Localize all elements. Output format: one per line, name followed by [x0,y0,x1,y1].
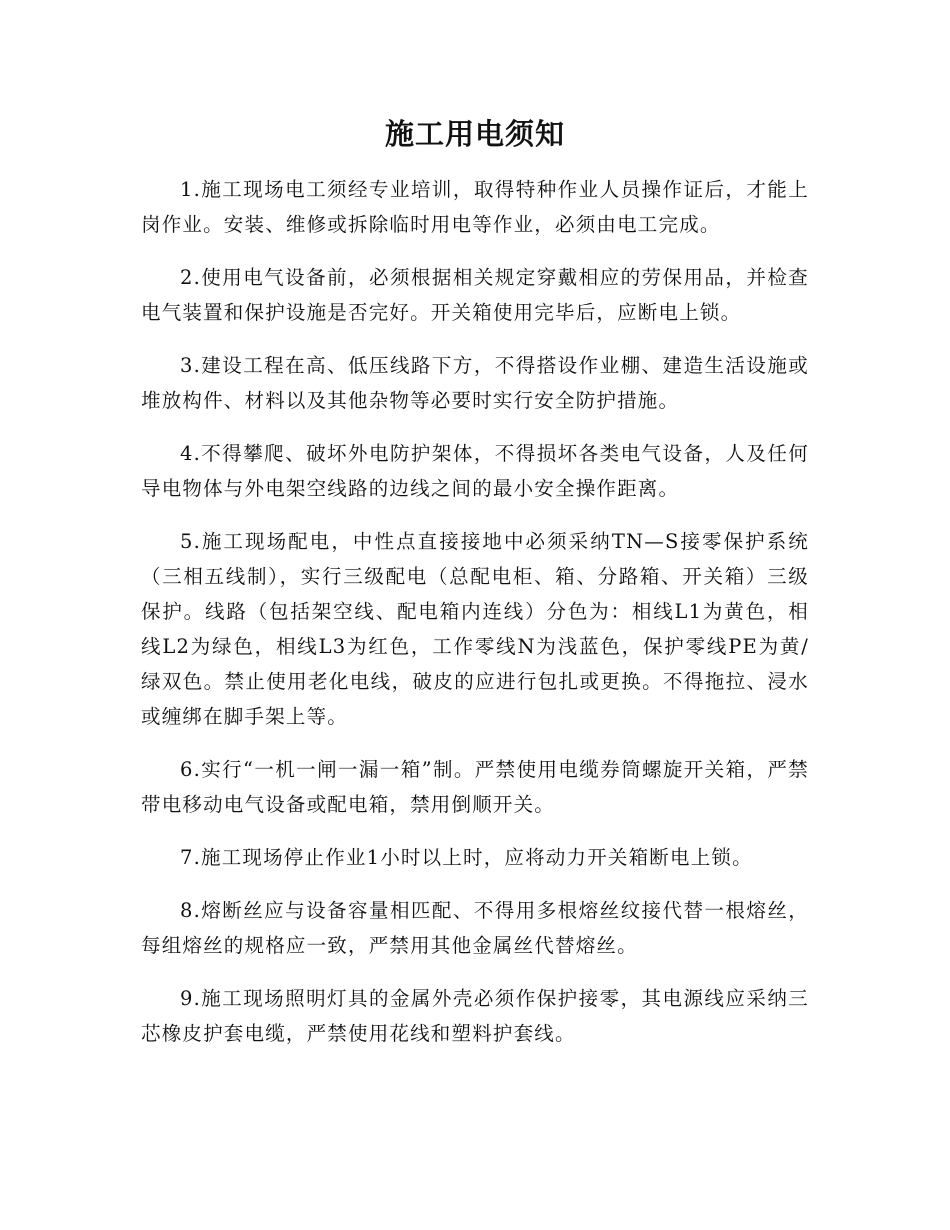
rule-paragraph-9: 9.施工现场照明灯具的金属外壳必须作保护接零，其电源线应采纳三芯橡皮护套电缆，严禁使用花线和塑料护套线。 [141,987,809,1045]
rule-paragraph-7: 7.施工现场停止作业1小时以上时，应将动力开关箱断电上锁。 [180,846,753,869]
document-title: 施工用电须知 [384,117,565,151]
rule-paragraph-1: 1.施工现场电工须经专业培训，取得特种作业人员操作证后，才能上岗作业。安装、维修或拆除临时用电等作业，必须由电工完成。 [141,178,809,236]
rule-paragraph-6: 6.实行“一机一闸一漏一箱”制。严禁使用电缆券筒螺旋开关箱，严禁带电移动电气设备或配电箱，禁用倒顺开关。 [141,758,809,816]
rule-paragraph-4: 4.不得攀爬、破坏外电防护架体，不得损坏各类电气设备，人及任何导电物体与外电架空线路的边线之间的最小安全操作距离。 [141,442,809,500]
rule-paragraph-8: 8.熔断丝应与设备容量相匹配、不得用多根熔丝纹接代替一根熔丝，每组熔丝的规格应一致，严禁用其他金属丝代替熔丝。 [141,899,809,957]
rule-paragraph-2: 2.使用电气设备前，必须根据相关规定穿戴相应的劳保用品，并检查电气装置和保护设施是否完好。开关箱使用完毕后，应断电上锁。 [141,266,809,324]
rule-paragraph-3: 3.建设工程在高、低压线路下方，不得搭设作业棚、建造生活设施或堆放构件、材料以及其他杂物等必要时实行安全防护措施。 [141,354,809,412]
rule-paragraph-5: 5.施工现场配电，中性点直接接地中必须采纳TN—S接零保护系统（三相五线制），实行三级配电（总配电柜、箱、分路箱、开关箱）三级保护。线路（包括架空线、配电箱内连线）分色为：相线L1为黄色，相线L2为绿色，相线L3为红色，工作零线N为浅蓝色，保护零线PE为黄/绿双色。禁止使用老化电线，破皮的应进行包扎或更换。不得拖拉、浸水或缠绑在脚手架上等。 [141,530,809,728]
